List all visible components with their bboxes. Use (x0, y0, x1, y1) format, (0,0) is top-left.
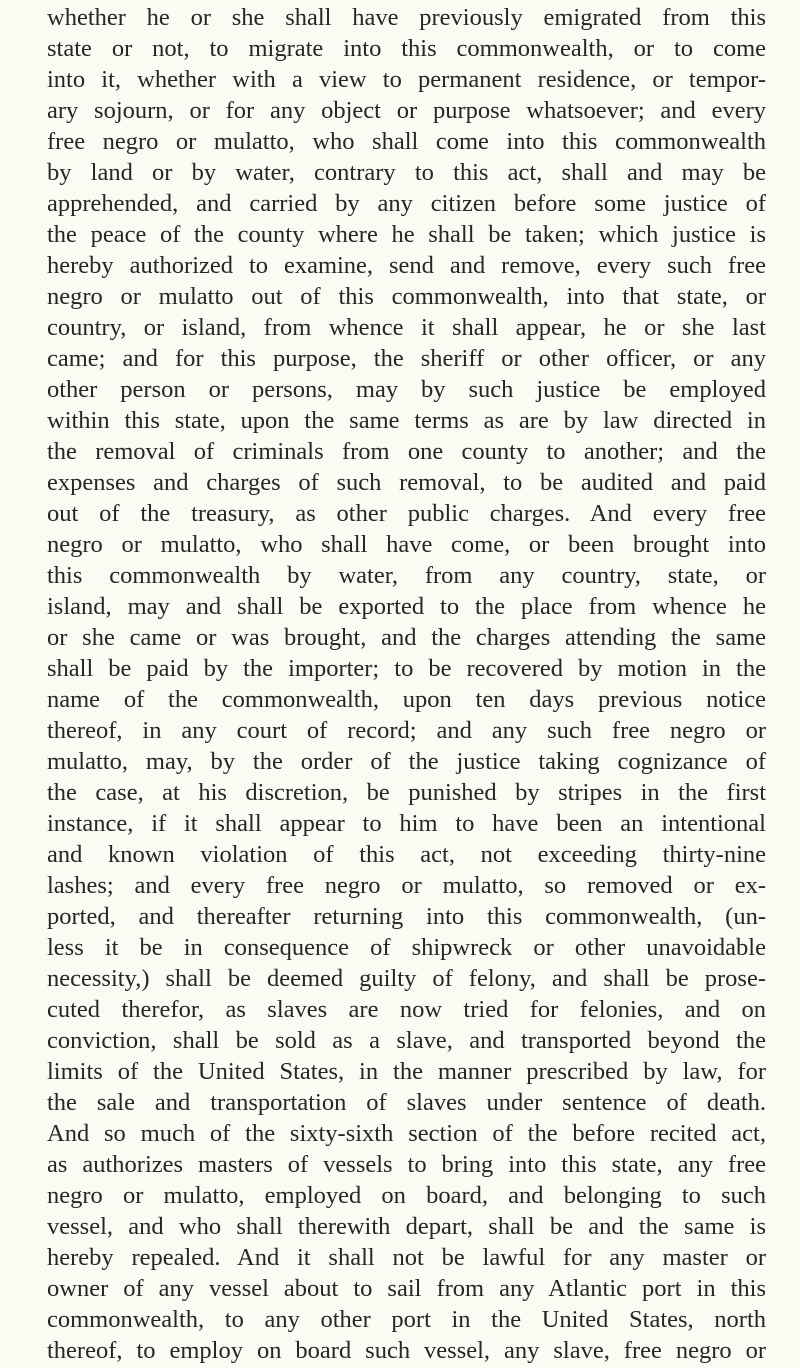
text-line-15: the removal of criminals from one county to another; and the (47, 438, 766, 465)
text-line-19: this commonwealth by water, from any country, state, or (47, 562, 766, 589)
text-line-23: name of the commonwealth, upon ten days previous notice (47, 686, 766, 713)
text-line-12: came; and for this purpose, the sheriff or other officer, or any (47, 345, 766, 372)
text-line-3: into it, whether with a view to permanent residence, or tempor- (47, 66, 766, 93)
text-line-27: instance, if it shall appear to him to have been an intentional (47, 810, 766, 837)
text-line-32: necessity,) shall be deemed guilty of felony, and shall be prose- (47, 965, 766, 992)
text-line-31: less it be in consequence of shipwreck or other unavoidable (47, 934, 766, 961)
text-line-36: the sale and transportation of slaves under sentence of death. (47, 1089, 766, 1116)
text-line-4: ary sojourn, or for any object or purpose whatsoever; and every (47, 97, 766, 124)
text-line-5: free negro or mulatto, who shall come into this commonwealth (47, 128, 766, 155)
text-line-35: limits of the United States, in the manner prescribed by law, for (47, 1058, 766, 1085)
text-line-7: apprehended, and carried by any citizen before some justice of (47, 190, 766, 217)
text-line-13: other person or persons, may by such justice be employed (47, 376, 766, 403)
text-line-21: or she came or was brought, and the charges attending the same (47, 624, 766, 651)
text-line-2: state or not, to migrate into this commonwealth, or to come (47, 35, 766, 62)
text-line-30: ported, and thereafter returning into this commonwealth, (un- (47, 903, 766, 930)
text-line-40: vessel, and who shall therewith depart, shall be and the same is (47, 1213, 766, 1240)
text-line-33: cuted therefor, as slaves are now tried for felonies, and on (47, 996, 766, 1023)
text-line-6: by land or by water, contrary to this act, shall and may be (47, 159, 766, 186)
text-line-9: hereby authorized to examine, send and remove, every such free (47, 252, 766, 279)
text-line-37: And so much of the sixty-sixth section of the before recited act, (47, 1120, 766, 1147)
text-line-14: within this state, upon the same terms as are by law directed in (47, 407, 766, 434)
text-line-24: thereof, in any court of record; and any such free negro or (47, 717, 766, 744)
text-line-22: shall be paid by the importer; to be recovered by motion in the (47, 655, 766, 682)
text-line-29: lashes; and every free negro or mulatto, so removed or ex- (47, 872, 766, 899)
text-line-17: out of the treasury, as other public charges. And every free (47, 500, 766, 527)
text-line-18: negro or mulatto, who shall have come, or been brought into (47, 531, 766, 558)
text-line-43: commonwealth, to any other port in the United States, north (47, 1306, 766, 1333)
text-line-20: island, may and shall be exported to the place from whence he (47, 593, 766, 620)
body-text (47, 2, 766, 1366)
text-line-28: and known violation of this act, not exceeding thirty-nine (47, 841, 766, 868)
text-line-42: owner of any vessel about to sail from any Atlantic port in this (47, 1275, 766, 1302)
text-line-16: expenses and charges of such removal, to be audited and paid (47, 469, 766, 496)
text-line-8: the peace of the county where he shall be taken; which justice is (47, 221, 766, 248)
text-line-26: the case, at his discretion, be punished by stripes in the first (47, 779, 766, 806)
text-line-38: as authorizes masters of vessels to bring into this state, any free (47, 1151, 766, 1178)
text-line-25: mulatto, may, by the order of the justice taking cognizance of (47, 748, 766, 775)
text-line-10: negro or mulatto out of this commonwealth, into that state, or (47, 283, 766, 310)
text-line-44: thereof, to employ on board such vessel, any slave, free negro or (47, 1337, 766, 1364)
text-line-34: conviction, shall be sold as a slave, and transported beyond the (47, 1027, 766, 1054)
text-line-11: country, or island, from whence it shall appear, he or she last (47, 314, 766, 341)
text-line-39: negro or mulatto, employed on board, and belonging to such (47, 1182, 766, 1209)
text-line-41: hereby repealed. And it shall not be lawful for any master or (47, 1244, 766, 1271)
text-line-1: whether he or she shall have previously emigrated from this (47, 4, 766, 31)
